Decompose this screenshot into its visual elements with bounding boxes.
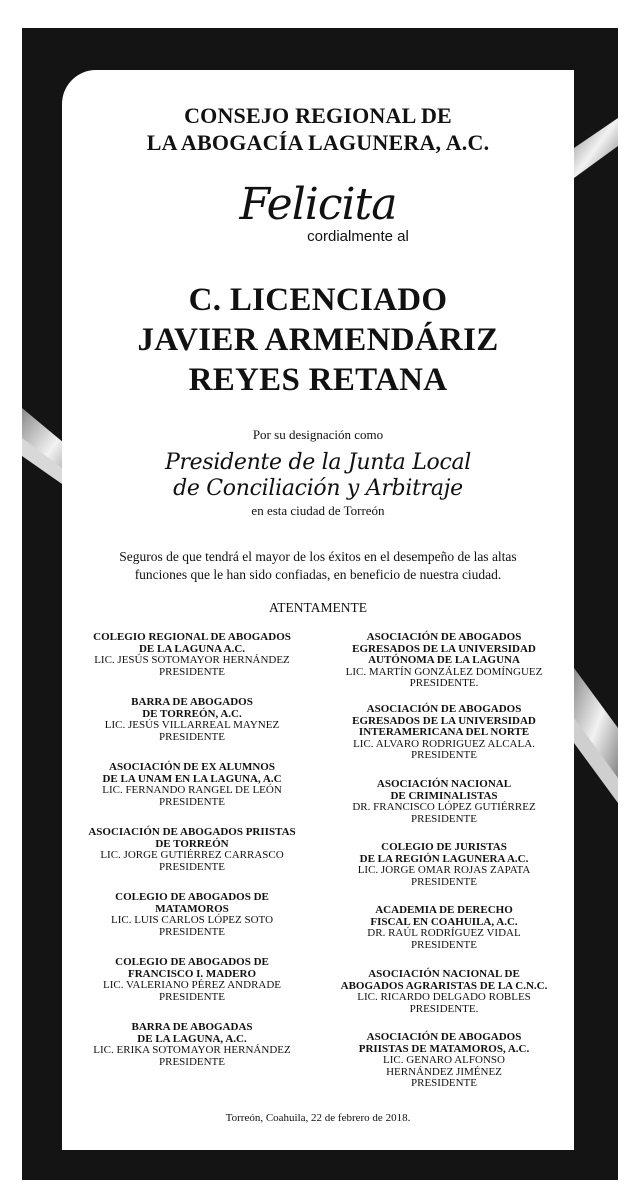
org-name-line: BARRA DE ABOGADAS: [131, 1021, 253, 1033]
org-role: PRESIDENTE.: [409, 1002, 479, 1015]
org-name-line: DE LA LAGUNA A.C.: [138, 642, 246, 655]
org-block: [319, 842, 569, 888]
org-name-line: DE TORREÓN, A.C.: [142, 707, 242, 720]
felicita-subtitle: cordialmente al: [307, 228, 409, 245]
org-block: [319, 704, 569, 762]
org-role: PRESIDENTE: [159, 925, 225, 938]
org-role: PRESIDENTE: [159, 990, 225, 1003]
org-person: LIC. JESÚS SOTOMAYOR HERNÁNDEZ: [94, 654, 290, 666]
org-person: LIC. FERNANDO RANGEL DE LEÓN: [102, 784, 282, 796]
header-title-line2: LA ABOGACÍA LAGUNERA, A.C.: [146, 130, 490, 155]
org-name-line: COLEGIO DE JURISTAS: [381, 841, 507, 853]
header-title-line1: CONSEJO REGIONAL DE: [184, 103, 452, 128]
org-name-line: ASOCIACIÓN NACIONAL: [376, 778, 512, 790]
org-block: [319, 1032, 569, 1090]
org-block: [67, 762, 317, 808]
org-person: LIC. VALERIANO PÉREZ ANDRADE: [102, 979, 282, 991]
org-name-line: INTERAMERICANA DEL NORTE: [358, 726, 530, 738]
org-block: [67, 697, 317, 743]
honoree-line2: JAVIER ARMENDÁRIZ: [137, 322, 499, 358]
org-block: [67, 827, 317, 873]
org-role: PRESIDENTE: [159, 730, 225, 743]
org-person: LIC. MARTÍN GONZÁLEZ DOMÍNGUEZ: [345, 665, 543, 678]
org-name-line: ASOCIACIÓN NACIONAL DE: [368, 968, 520, 980]
designation-role-line1: Presidente de la Junta Local: [164, 450, 472, 475]
org-role: PRESIDENTE: [159, 1055, 225, 1068]
org-person: LIC. GENARO ALFONSO HERNÁNDEZ JIMÉNEZ: [383, 1054, 505, 1078]
org-person: LIC. JORGE OMAR ROJAS ZAPATA: [357, 864, 531, 876]
org-name-line: COLEGIO REGIONAL DE ABOGADOS: [93, 631, 291, 643]
org-block: [319, 632, 569, 690]
org-name-line: DE LA LAGUNA, A.C.: [137, 1032, 247, 1045]
org-name-line: ASOCIACIÓN DE ABOGADOS PRIISTAS: [88, 826, 296, 838]
org-name-line: MATAMOROS: [155, 902, 229, 915]
org-role: PRESIDENTE: [411, 812, 477, 825]
org-role: PRESIDENTE.: [409, 677, 479, 689]
closing-atentamente: ATENTAMENTE: [269, 600, 367, 615]
org-block: [319, 905, 569, 951]
org-name-line: ASOCIACIÓN DE EX ALUMNOS: [109, 761, 275, 773]
org-name-line: AUTÓNOMA DE LA LAGUNA: [368, 654, 520, 666]
designation-place: en esta ciudad de Torreón: [251, 503, 385, 518]
org-name-line: COLEGIO DE ABOGADOS DE: [115, 891, 269, 903]
org-person: LIC. LUIS CARLOS LÓPEZ SOTO: [110, 914, 274, 926]
honoree-line3: REYES RETANA: [188, 362, 448, 398]
felicita-script: Felicita: [239, 179, 397, 230]
org-person: DR. FRANCISCO LÓPEZ GUTIÉRREZ: [352, 801, 536, 813]
org-role: PRESIDENTE: [411, 749, 477, 761]
org-role: PRESIDENTE: [411, 938, 477, 951]
org-name-line: FRANCISCO I. MADERO: [127, 967, 257, 980]
announcement-card: [62, 70, 574, 1150]
org-name-line: DE TORREÓN: [155, 837, 229, 850]
org-name-line: FISCAL EN COAHUILA, A.C.: [370, 915, 518, 928]
org-person: LIC. JORGE GUTIÉRREZ CARRASCO: [100, 849, 284, 861]
org-name-line: EGRESADOS DE LA UNIVERSIDAD: [352, 714, 536, 727]
org-role: PRESIDENTE: [159, 860, 225, 873]
org-name-line: EGRESADOS DE LA UNIVERSIDAD: [352, 642, 536, 655]
org-name-line: ASOCIACIÓN DE ABOGADOS: [366, 631, 522, 643]
org-name-line: PRIISTAS DE MATAMOROS, A.C.: [358, 1042, 530, 1055]
org-name-line: DE LA UNAM EN LA LAGUNA, A.C: [102, 772, 282, 785]
message-line2: funciones que le han sido confiadas, en beneficio de nuestra ciudad.: [134, 567, 502, 582]
org-person: LIC. ERIKA SOTOMAYOR HERNÁNDEZ: [93, 1044, 291, 1056]
org-block: [319, 969, 569, 1015]
org-person: DR. RAÚL RODRÍGUEZ VIDAL: [367, 927, 521, 939]
org-role: PRESIDENTE: [159, 795, 225, 808]
footer-date-line: Torreón, Coahuila, 22 de febrero de 2018.: [225, 1112, 411, 1124]
org-name-line: ABOGADOS AGRARISTAS DE LA C.N.C.: [340, 979, 548, 992]
org-role: PRESIDENTE: [411, 875, 477, 888]
org-person: LIC. RICARDO DELGADO ROBLES: [357, 991, 531, 1003]
org-block: [67, 892, 317, 938]
org-name-line: DE CRIMINALISTAS: [390, 789, 498, 802]
org-person: LIC. JESÚS VILLARREAL MAYNEZ: [104, 719, 280, 731]
org-person: LIC. ALVARO RODRIGUEZ ALCALA.: [353, 737, 535, 750]
org-role: PRESIDENTE: [159, 665, 225, 678]
org-role: PRESIDENTE: [411, 1077, 477, 1089]
org-name-line: DE LA REGIÓN LAGUNERA A.C.: [359, 852, 529, 865]
message-line1: Seguros de que tendrá el mayor de los éxitos en el desempeño de las altas: [119, 549, 517, 564]
org-block: [67, 957, 317, 1003]
org-block: [319, 779, 569, 825]
org-name-line: ACADEMIA DE DERECHO: [375, 904, 513, 916]
org-name-line: COLEGIO DE ABOGADOS DE: [115, 956, 269, 968]
designation-role-line2: de Conciliación y Arbitraje: [173, 476, 463, 501]
honoree-line1: C. LICENCIADO: [188, 282, 448, 318]
org-block: [67, 632, 317, 678]
org-name-line: ASOCIACIÓN DE ABOGADOS: [366, 1031, 522, 1043]
org-name-line: ASOCIACIÓN DE ABOGADOS: [366, 703, 522, 715]
org-name-line: BARRA DE ABOGADOS: [131, 696, 253, 708]
org-block: [67, 1022, 317, 1068]
designation-intro: Por su designación como: [252, 427, 384, 442]
